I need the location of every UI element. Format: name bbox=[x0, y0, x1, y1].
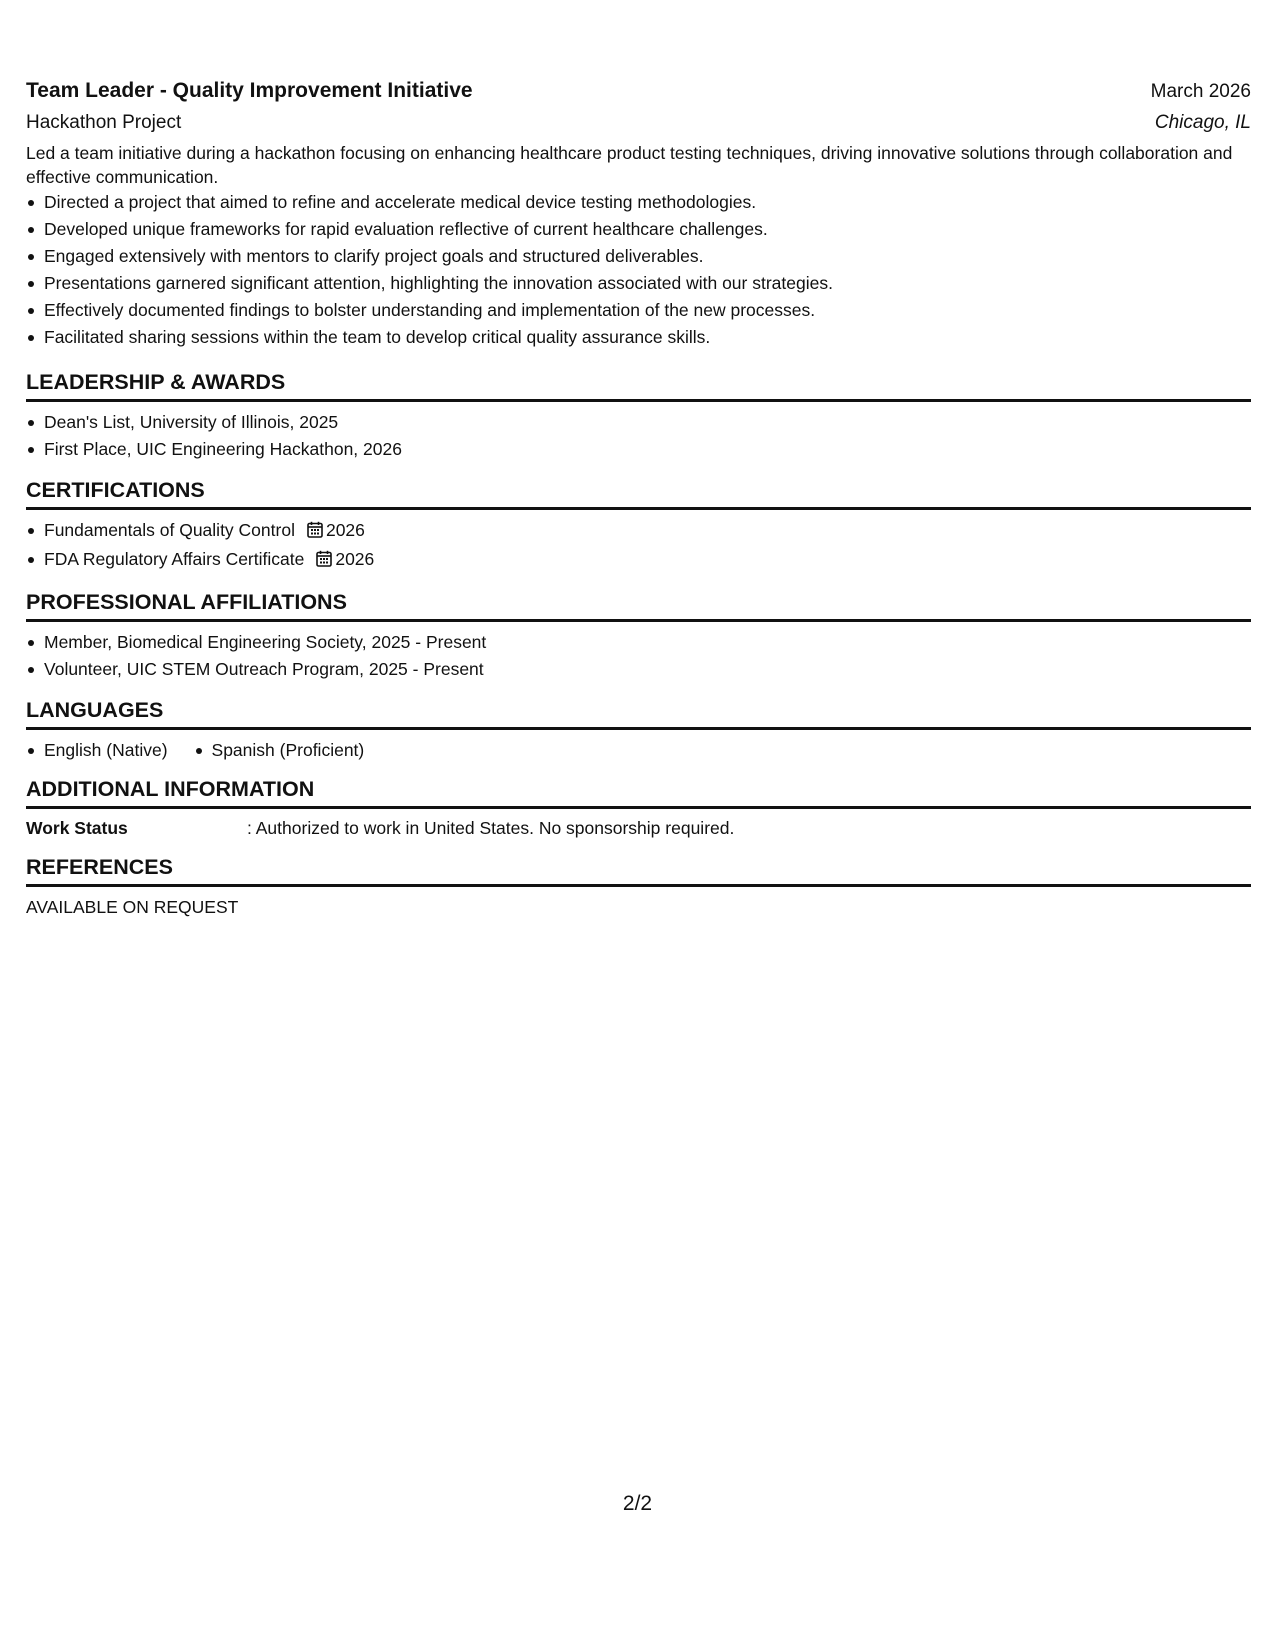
experience-header bbox=[26, 76, 1251, 107]
references-section bbox=[26, 853, 1251, 919]
list-item: Engaged extensively with mentors to clarify project goals and structured deliverables. bbox=[44, 243, 1251, 270]
languages-section bbox=[26, 696, 1251, 763]
certifications-section bbox=[26, 476, 1251, 575]
work-status-value: : Authorized to work in United States. No sponsorship required. bbox=[247, 818, 735, 838]
certifications-list bbox=[26, 517, 1251, 575]
affiliations-section bbox=[26, 588, 1251, 683]
languages-list bbox=[26, 737, 1251, 763]
section-heading: ADDITIONAL INFORMATION bbox=[26, 775, 1251, 809]
work-status-label: Work Status bbox=[26, 818, 128, 838]
certification-name: FDA Regulatory Affairs Certificate bbox=[44, 549, 305, 569]
certification-name: Fundamentals of Quality Control bbox=[44, 520, 295, 540]
calendar-icon bbox=[307, 519, 323, 546]
experience-title: Team Leader - Quality Improvement Initiative bbox=[26, 79, 473, 102]
list-item: Volunteer, UIC STEM Outreach Program, 2025 - Present bbox=[44, 656, 1251, 683]
list-item: Member, Biomedical Engineering Society, 2025 - Present bbox=[44, 629, 1251, 656]
list-item: Presentations garnered significant attention, highlighting the innovation associated with our strategies. bbox=[44, 270, 1251, 297]
section-heading: PROFESSIONAL AFFILIATIONS bbox=[26, 588, 1251, 622]
certification-year: 2026 bbox=[335, 549, 375, 569]
work-status-row bbox=[26, 816, 1251, 840]
experience-description: Led a team initiative during a hackathon focusing on enhancing healthcare product testing techniques, driving innovative solutions through collaboration and effective communication. bbox=[26, 143, 1233, 187]
additional-info-section bbox=[26, 775, 1251, 840]
resume-page bbox=[26, 76, 1251, 919]
experience-subheader bbox=[26, 107, 1251, 139]
section-heading: CERTIFICATIONS bbox=[26, 476, 1251, 510]
list-item: First Place, UIC Engineering Hackathon, 2026 bbox=[44, 436, 1251, 463]
list-item: Dean's List, University of Illinois, 2025 bbox=[44, 409, 1251, 436]
leadership-list bbox=[26, 409, 1251, 463]
list-item bbox=[44, 517, 1251, 546]
list-item: Effectively documented findings to bolster understanding and implementation of the new processes. bbox=[44, 297, 1251, 324]
section-heading: REFERENCES bbox=[26, 853, 1251, 887]
section-heading: LANGUAGES bbox=[26, 696, 1251, 730]
certification-year: 2026 bbox=[325, 520, 365, 540]
list-item: Facilitated sharing sessions within the team to develop critical quality assurance skills. bbox=[44, 324, 1251, 351]
references-text: AVAILABLE ON REQUEST bbox=[26, 897, 239, 917]
section-heading: LEADERSHIP & AWARDS bbox=[26, 368, 1251, 402]
affiliations-list bbox=[26, 629, 1251, 683]
language-item: English (Native) bbox=[44, 737, 168, 763]
language-item: Spanish (Proficient) bbox=[212, 737, 365, 763]
experience-entry bbox=[26, 76, 1251, 351]
experience-bullets bbox=[26, 189, 1251, 351]
list-item: Developed unique frameworks for rapid evaluation reflective of current healthcare challenges. bbox=[44, 216, 1251, 243]
calendar-icon bbox=[316, 548, 332, 575]
experience-organization: Hackathon Project bbox=[26, 112, 182, 133]
list-item: Directed a project that aimed to refine and accelerate medical device testing methodologies. bbox=[44, 189, 1251, 216]
experience-location: Chicago, IL bbox=[1154, 112, 1251, 133]
leadership-section bbox=[26, 368, 1251, 463]
list-item bbox=[44, 546, 1251, 575]
experience-date: March 2026 bbox=[1150, 81, 1251, 102]
page-number: 2/2 bbox=[622, 1492, 653, 1515]
